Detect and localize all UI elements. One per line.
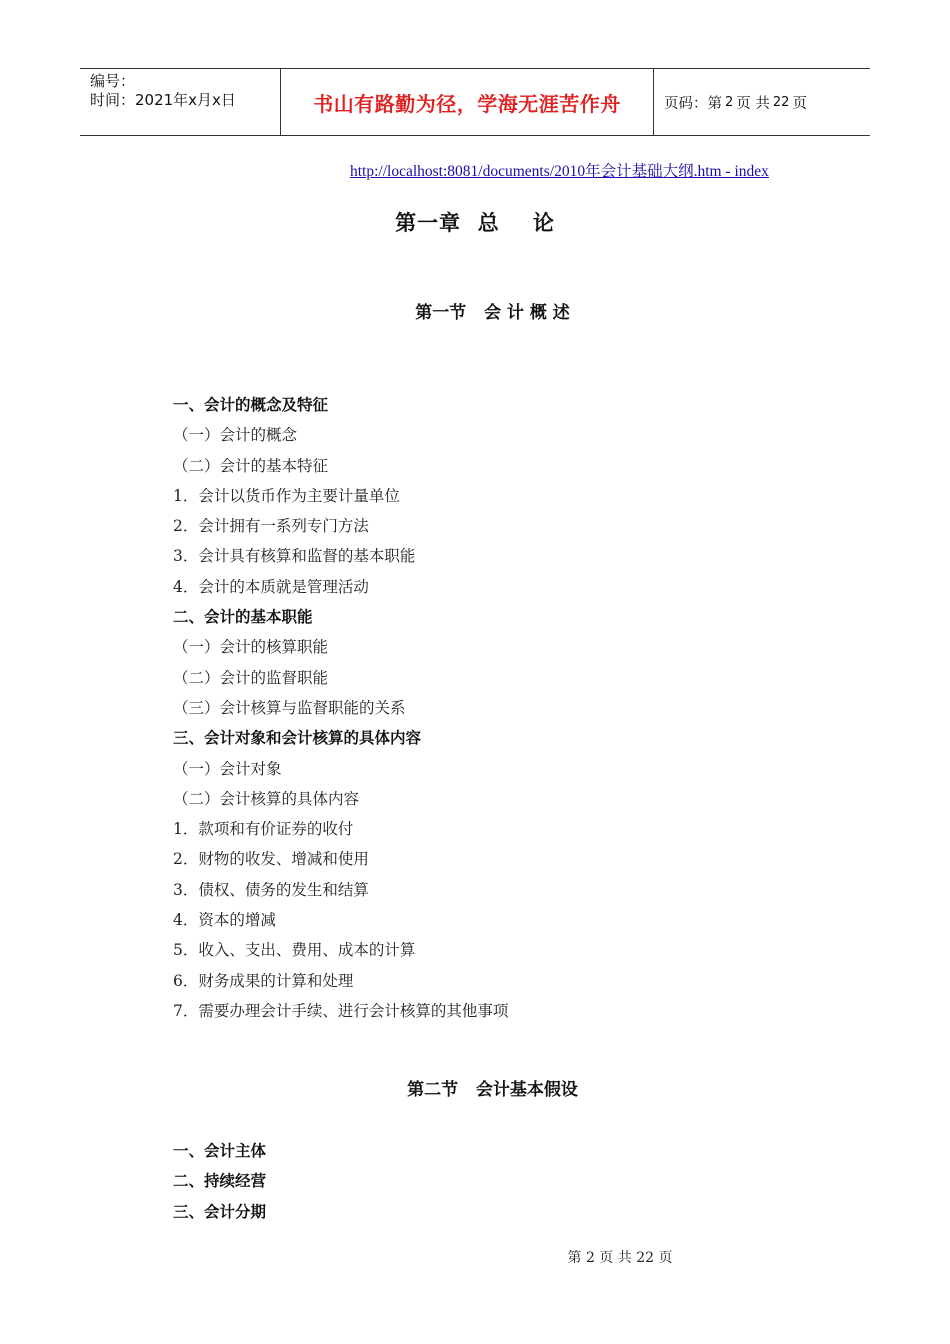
outline-heading: 二、持续经营 <box>173 1172 267 1191</box>
page-current: 2 <box>725 94 734 110</box>
header-meta <box>80 69 281 135</box>
outline-heading: 三、会计对象和会计核算的具体内容 <box>173 729 422 748</box>
outline-item: 1．款项和有价证券的收付 <box>173 820 354 839</box>
page-mid: 页 共 <box>736 95 770 112</box>
time-label: 时间：2021年x月x日 <box>90 91 236 109</box>
outline-item: （一）会计的核算职能 <box>173 638 329 657</box>
page-header <box>80 68 870 136</box>
outline-heading: 三、会计分期 <box>173 1202 267 1221</box>
outline-item: （三）会计核算与监督职能的关系 <box>173 698 406 717</box>
outline-item: 6．财务成果的计算和处理 <box>173 971 354 990</box>
page-total: 22 <box>772 94 790 110</box>
outline-heading: 一、会计主体 <box>173 1142 267 1160</box>
section-2-outline <box>173 1136 266 1227</box>
header-motto: 书山有路勤为径，学海无涯苦作舟 <box>281 69 654 135</box>
outline-item: 5．收入、支出、费用、成本的计算 <box>173 941 416 960</box>
outline-item: 1．会计以货币作为主要计量单位 <box>173 486 400 505</box>
outline-item: 3．会计具有核算和监督的基本职能 <box>173 547 416 566</box>
outline-item: （二）会计的监督职能 <box>173 668 329 687</box>
outline-item: 4．资本的增减 <box>173 911 276 930</box>
outline-item: （一）会计对象 <box>173 759 282 778</box>
page-footer: 第 2 页 共 22 页 <box>567 1250 673 1266</box>
section-title-2: 第二节 会计基本假设 <box>407 1080 578 1100</box>
page-prefix: 页码：第 <box>664 95 722 112</box>
outline-item: 2．财物的收发、增减和使用 <box>173 850 369 869</box>
outline-item: （一）会计的概念 <box>173 426 298 445</box>
outline-item: 4．会计的本质就是管理活动 <box>173 577 369 596</box>
document-link[interactable]: http://localhost:8081/documents/2010年会计基础大纲.htm - index <box>350 163 769 180</box>
outline-item: 7．需要办理会计手续、进行会计核算的其他事项 <box>173 1001 509 1020</box>
chapter-title: 第一章 总 论 <box>395 211 555 235</box>
header-page-info <box>654 69 870 135</box>
outline-heading: 二、会计的基本职能 <box>173 608 313 627</box>
section-1-outline <box>173 390 508 1026</box>
section-title-1: 第一节 会 计 概 述 <box>415 303 570 323</box>
outline-item: 3．债权、债务的发生和结算 <box>173 880 369 899</box>
number-label: 编号： <box>90 72 136 90</box>
outline-item: （二）会计的基本特征 <box>173 456 329 475</box>
outline-item: （二）会计核算的具体内容 <box>173 789 360 808</box>
outline-heading: 一、会计的概念及特征 <box>173 396 329 414</box>
outline-item: 2．会计拥有一系列专门方法 <box>173 517 369 536</box>
page-suffix: 页 <box>792 95 807 112</box>
